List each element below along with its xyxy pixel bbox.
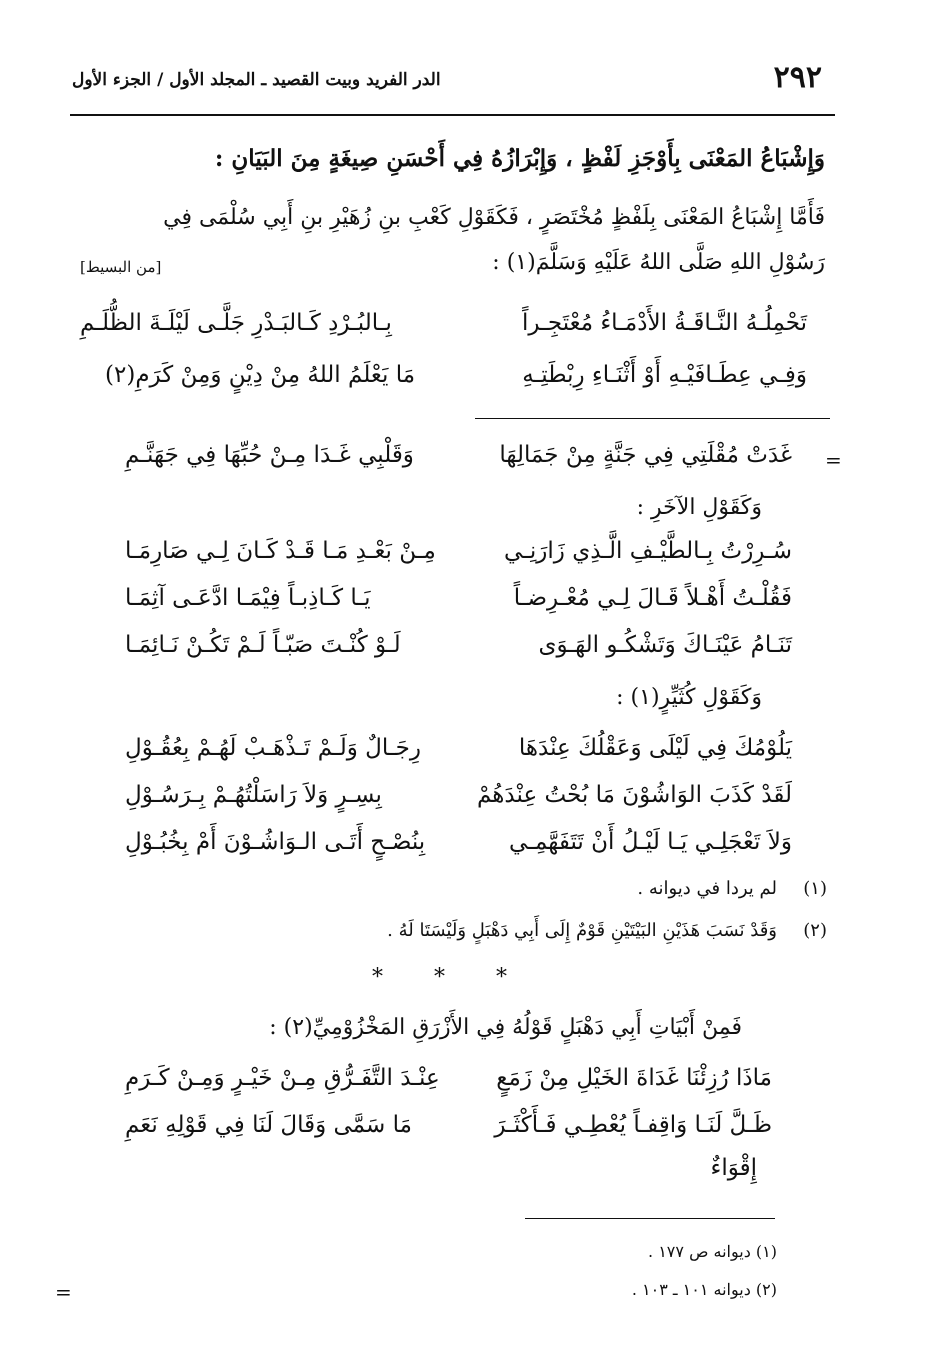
- footnote-upper-2-num: (٢): [803, 920, 827, 941]
- footnote-upper-1-text: لم يردا في ديوانه .: [637, 878, 777, 899]
- continued-verse-left: وَقَلْبِي غَـدَا مِـنْ حُبِّهَا فِي جَهَنَّـمِ: [125, 442, 414, 468]
- poem2-verse1-right: سُـرِرْتُ بِـالطَّيْـفِ الَّـذِي زَارَنِـي: [503, 538, 792, 564]
- poem3-verse3-left: بِنُصْـحٍ أَتَـى الـوَاشُـوْنَ أَمْ بِخُبُـوْلِ: [125, 829, 426, 855]
- poem1-verse2-right: وَفِـي عِطَـافَيْـهِ أَوْ أَثْنَـاءِ رِبْطَتِـهِ: [522, 362, 807, 388]
- intro-abu-dahbal: فَمِنْ أَبْيَاتِ أَبِي دَهْبَلٍ قَوْلُهُ فِي الأَزْرَقِ المَخْزُوْمِيِّ(٢) :: [269, 1015, 742, 1040]
- section-separator: * * *: [372, 965, 529, 990]
- poem4-verse1-left: عِنْـدَ التَّفَـرُّقِ مِـنْ خَيْـرٍ وَمِـنْ كَـرَمِ: [125, 1065, 440, 1091]
- poem2-verse2-right: فَقُلْـتُ أَهْـلاً قَـالَ لِـي مُعْـرِضـاً: [513, 585, 792, 611]
- poem4-verse2-right: ظَـلَّ لَنَـا وَاقِفـاً يُعْطِـي فَـأَكْثَـرَ: [494, 1112, 772, 1138]
- section-heading: وَإِشْبَاعُ المَعْنَى بِأَوْجَزِ لَفْظٍ ، وَإِبْرَازُهُ فِي أَحْسَنِ صِيغَةٍ مِنَ البَيَانِ :: [214, 145, 825, 172]
- intro-line-2: رَسُوْلِ اللهِ صَلَّى اللهُ عَلَيْهِ وَسَلَّمَ(١) :: [492, 250, 825, 275]
- poem4-verse1-right: مَاذَا رُزِئْنَا غَدَاةَ الخَيْلِ مِنْ زَمَعٍ: [496, 1065, 772, 1091]
- poem3-verse2-right: لَقَدْ كَذَبَ الوَاشُوْنَ مَا بُحْتُ عِنْدَهُمْ: [477, 782, 792, 808]
- intro-other-poet: وَكَقَوْلِ الآخَرِ :: [636, 495, 762, 520]
- poem1-verse1-left: بِـالبُـرْدِ كَـالبَـدْرِ جَلَّـى لَيْلَـةَ الظُّلَـمِ: [80, 310, 392, 336]
- meter-label: [من البسيط]: [80, 258, 162, 276]
- footnote-lower-2: (٢) ديوانه ١٠١ ـ ١٠٣ .: [631, 1280, 777, 1299]
- margin-mark: =: [825, 448, 842, 472]
- poem2-verse2-left: يَـا كَـاذِبـاً فِيْمَـا ادَّعَـى آثِمَـا: [125, 585, 371, 611]
- header-rule: [70, 114, 835, 116]
- continued-verse-right: غَدَتْ مُقْلَتِي فِي جَنَّةٍ مِنْ جَمَالِهَا: [499, 442, 792, 468]
- book-title: الدر الفريد وبيت القصيد ـ المجلد الأول / الجزء الأول: [72, 70, 441, 90]
- poem1-verse1-right: تَحْمِلُـهُ النَّـاقَـةُ الأَدْمَـاءُ مُعْتَجِـراً: [522, 310, 807, 336]
- bottom-margin-mark: =: [55, 1280, 72, 1304]
- page-number: ٢٩٢: [773, 60, 822, 95]
- poem4-verse2-left: مَا سَمَّى وَقَالَ لَنَا فِي قَوْلِهِ نَعَمِ: [125, 1112, 412, 1138]
- poem2-verse3-left: لَـوْ كُنْـتَ صَبّـاً لَـمْ تَكُـنْ نَـائِمَـا: [125, 632, 401, 658]
- poem2-verse3-right: تَنَـامُ عَيْنَـاكَ وَتَشْكُـو الهَـوَى: [538, 632, 792, 658]
- intro-kuthayyir: وَكَقَوْلِ كُثَيِّرٍ(١) :: [616, 685, 762, 710]
- footnote-lower-1: (١) ديوانه ص ١٧٧ .: [648, 1242, 777, 1261]
- intro-line-1: فَأَمَّا إِشْبَاعُ المَعْنَى بِلَفْظٍ مُخْتَصَرٍ ، فَكَقَوْلِ كَعْبِ بنِ زُهَيْرِ بنِ أَبِي سُلْمَى فِي: [163, 205, 825, 230]
- footnote-rule-lower: [525, 1218, 775, 1219]
- poem3-verse3-right: وَلاَ تَعْجَلِـي يَـا لَيْـلُ أَنْ تَتَفَهَّمِـي: [509, 829, 792, 855]
- poem2-verse1-left: مِـنْ بَعْـدِ مَـا قَـدْ كَـانَ لِـي صَارِمَـا: [125, 538, 436, 564]
- poem4-tail: إِقْوَاءٌ: [710, 1155, 757, 1181]
- poem3-verse1-left: رِجَـالٌ وَلَـمْ تَـذْهَـبْ لَهُـمْ بِعُقُـوْلِ: [125, 735, 421, 761]
- poem3-verse2-left: بِسِـرٍ وَلاَ رَاسَلْتُهُـمْ بِـرَسُـوْلِ: [125, 782, 382, 808]
- footnote-rule-upper: [475, 418, 830, 419]
- footnote-upper-1-num: (١): [803, 878, 827, 899]
- footnote-upper-2-text: وَقَدْ نَسَبَ هَذَيْنِ البَيْتَيْنِ قَوْمٌ إِلَى أَبِي دَهْبَلٍ وَلَيْسَتَا لَهُ .: [387, 920, 777, 941]
- poem3-verse1-right: يَلُوْمُكَ فِي لَيْلَى وَعَقْلُكَ عِنْدَهَا: [518, 735, 792, 761]
- poem1-verse2-left: مَا يَعْلَمُ اللهُ مِنْ دِيْنٍ وَمِنْ كَرَمِ(٢): [105, 362, 416, 388]
